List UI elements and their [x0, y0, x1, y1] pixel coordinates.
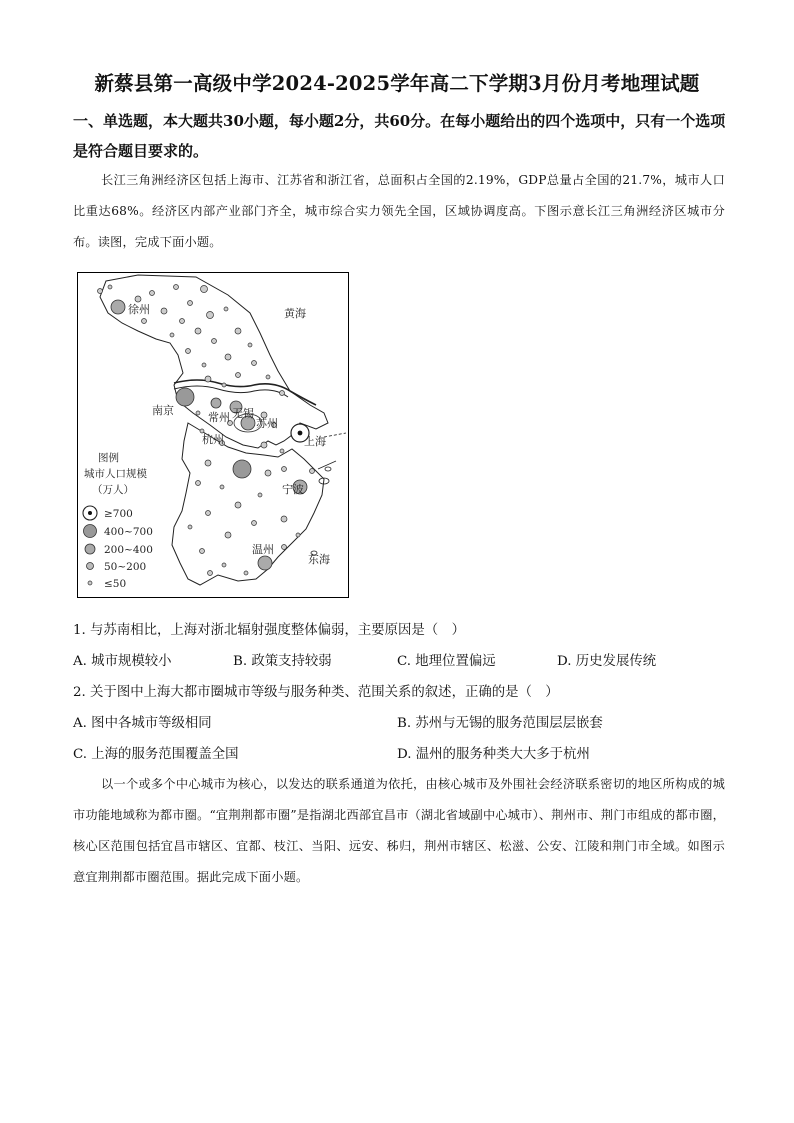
intro-paragraph-1: 长江三角洲经济区包括上海市、江苏省和浙江省，总面积占全国的2.19%，GDP总量占全国的21.7%，城市人口比重达68%。经济区内部产业部门齐全，城市综合实力领先全国，区域协调度高。下图示意长江三角洲经济区城市分布。读图，完成下面小题。 — [73, 173, 725, 249]
legend-title: 图例 — [98, 452, 119, 464]
legend-item-2: 400~700 — [104, 526, 153, 538]
label-suzhou: 苏州 — [256, 417, 278, 430]
q1-option-c[interactable]: C. 地理位置偏远 — [397, 654, 496, 669]
city-marker-nanjing — [176, 388, 194, 406]
legend-item-3: 200~400 — [104, 544, 153, 556]
page-title: 新蔡县第一高级中学2024-2025学年高二下学期3月份月考地理试题 — [94, 72, 700, 95]
legend-subtitle: 城市人口规模 — [84, 468, 147, 480]
legend-item-1: ≥700 — [104, 508, 133, 520]
q1-option-d[interactable]: D. 历史发展传统 — [557, 654, 657, 669]
label-wenzhou: 温州 — [252, 543, 274, 556]
legend-item-5: ≤50 — [104, 578, 127, 590]
legend-item-4: 50~200 — [104, 561, 147, 573]
legend-unit: （万人） — [92, 484, 134, 496]
legend-symbol-200-400 — [85, 544, 95, 554]
city-marker-wenzhou — [258, 556, 272, 570]
city-marker-xuzhou — [111, 300, 125, 314]
q1-option-b[interactable]: B. 政策支持较弱 — [233, 654, 332, 669]
city-marker-hangzhou — [233, 460, 251, 478]
label-ningbo: 宁波 — [282, 483, 304, 496]
question-2-stem: 2. 关于图中上海大都市圈城市等级与服务种类、范围关系的叙述，正确的是（ ） — [73, 685, 559, 700]
city-marker-changzhou — [211, 398, 221, 408]
label-huanghai: 黄海 — [284, 307, 306, 320]
question-1-stem: 1. 与苏南相比，上海对浙北辐射强度整体偏弱，主要原因是（ ） — [73, 623, 465, 638]
label-shanghai: 上海 — [304, 435, 326, 448]
map-svg — [78, 273, 348, 597]
intro-paragraph-2: 以一个或多个中心城市为核心，以发达的联系通道为依托，由核心城市及外围社会经济联系密切的地区所构成的城市功能地域称为都市圈。“宜荆荆都市圈”是指湖北西部宜昌市（湖北省域副中心城市）、荆州市、荆门市组成的都市圈，核心区范围包括宜昌市辖区、宜都、枝江、当阳、远安、秭归，荆州市辖区、松滋、公安、江陵和荆门市全域。如图示意宜荆荆都市圈范围。据此完成下面小题。 — [73, 777, 725, 884]
legend-symbol-50-200 — [87, 563, 94, 570]
legend-symbol-50 — [88, 581, 92, 585]
yangtze-delta-city-map — [77, 272, 349, 598]
label-nanjing: 南京 — [152, 404, 174, 417]
section-heading: 一、单选题，本大题共30小题，每小题2分，共60分。在每小题给出的四个选项中，只有一个选项是符合题目要求的。 — [73, 112, 726, 160]
q2-option-b[interactable]: B. 苏州与无锡的服务范围层层嵌套 — [397, 716, 603, 731]
label-changzhou: 常州 — [208, 411, 230, 424]
q2-option-c[interactable]: C. 上海的服务范围覆盖全国 — [73, 747, 239, 762]
label-xuzhou: 徐州 — [128, 303, 150, 316]
q2-option-a[interactable]: A. 图中各城市等级相同 — [73, 716, 212, 731]
label-wuxi: 无锡 — [232, 407, 254, 420]
zhejiang-boundary — [172, 423, 324, 585]
label-donghai: 东海 — [308, 553, 330, 566]
legend-symbol-400-700 — [84, 525, 97, 538]
q1-option-a[interactable]: A. 城市规模较小 — [73, 654, 172, 669]
label-hangzhou: 杭州 — [202, 433, 224, 446]
q2-option-d[interactable]: D. 温州的服务种类大大多于杭州 — [397, 747, 590, 762]
